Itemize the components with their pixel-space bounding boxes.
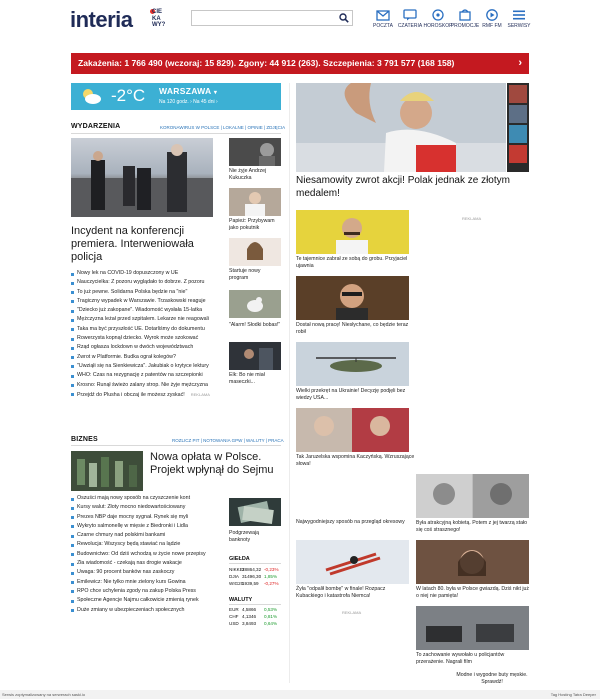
- divider: [229, 563, 281, 564]
- news-list-item[interactable]: Rewolucja: Wszyscy będą stawiać na lądzie: [71, 540, 231, 549]
- news-list-item[interactable]: Kursy walut: Złoty mocno niedowartościowany: [71, 503, 231, 512]
- gielda-value: 1939,59: [242, 581, 259, 587]
- portrait-photo-icon: [229, 238, 281, 266]
- news-list-item[interactable]: Społeczne Agencje Najmu całkowicie zmienią rynek: [71, 596, 231, 605]
- logo-tag-line: KA: [152, 15, 161, 22]
- news-list-item[interactable]: "Dziecko już zakopane". Wiadomość wysłała 15-latka: [71, 306, 231, 315]
- logo-tag-line: WY?: [152, 22, 166, 28]
- hero-thumb[interactable]: [509, 145, 527, 163]
- lead-photo-conference[interactable]: [71, 138, 213, 217]
- helicopter-photo-icon: [296, 342, 409, 386]
- waluty-change: 0,81%: [264, 614, 278, 620]
- biznes-links[interactable]: ROZLICZ PIT | NOTOWANIA GPW | WALUTY | PRACA: [172, 438, 284, 443]
- waluty-name: CHF: [229, 614, 239, 620]
- waluty-change: 0,53%: [264, 607, 278, 612]
- waluty-row[interactable]: [229, 606, 289, 613]
- weather-city[interactable]: [159, 86, 217, 96]
- search-icon[interactable]: [339, 13, 349, 23]
- gielda-value: 28864,32: [242, 567, 262, 572]
- chevron-down-icon: ▾: [213, 90, 218, 96]
- news-list-item[interactable]: Tragiczny wypadek w Warszawie. Trzaskowski reaguje: [71, 297, 231, 306]
- radio-play-icon: [485, 9, 499, 21]
- portrait-photo-icon: [229, 342, 281, 370]
- news-list-item[interactable]: Oszuści mają nowy sposób na czyszczenie kont: [71, 494, 231, 503]
- bottles-photo-icon: [71, 451, 143, 491]
- card-photo-3[interactable]: [296, 408, 409, 452]
- logo-tagline: [152, 9, 165, 29]
- gielda-table: [229, 566, 289, 588]
- footer-links[interactable]: Tag Hosting Tatra Deeper: [550, 692, 596, 697]
- card-caption[interactable]: Modne i wygodne buty męskie. Sprawdź!: [456, 672, 528, 685]
- card-caption[interactable]: Te tajemnice zabrał ze sobą do grobu. Przyjaciel ujawnia: [296, 256, 408, 269]
- thumb-caption[interactable]: Papież: Przybywam jako pokutnik: [229, 218, 275, 231]
- waluty-row[interactable]: [229, 620, 289, 627]
- card-caption[interactable]: To zachowanie wywołało u policjantów przerażenie. Nagrali film: [416, 652, 505, 665]
- ski-jump-photo[interactable]: [296, 540, 409, 584]
- waluty-title[interactable]: WALUTY: [229, 597, 253, 603]
- nav-label: RMF FM: [482, 23, 502, 29]
- nav-label: POCZTA: [373, 23, 393, 29]
- hero-headline[interactable]: Niesamowity zwrot akcji! Polak jednak ze złotym medalem!: [296, 175, 510, 199]
- card-caption[interactable]: W latach 80. była w Polsce gwiazdą. Dziś nikt już o niej nie pamięta!: [416, 586, 530, 599]
- interia-logo[interactable]: [70, 7, 133, 33]
- weather-temp: -2°C: [111, 86, 146, 105]
- weather-city-label: WARSZAWA: [159, 86, 212, 96]
- news-list-item[interactable]: Zwrot w Platformie. Budka ograł kolegów?: [71, 353, 231, 362]
- news-list-item[interactable]: Nowy lek na COVID-19 dopuszczony w UE: [71, 269, 231, 278]
- photo-people-icon: [71, 138, 213, 217]
- nav-label: PROMOCJE: [450, 23, 480, 29]
- card-caption[interactable]: Tak Jaruzelska wspomina Kaczyńską. Wzruszające słowa!: [296, 454, 415, 467]
- ski-jumper-photo-icon: [296, 540, 409, 584]
- banknotes-photo-icon: [229, 498, 281, 526]
- waluty-value: 4,1346: [242, 614, 257, 620]
- section-title-biznes[interactable]: BIZNES: [71, 436, 98, 443]
- gielda-name: NIKKEI: [229, 567, 245, 572]
- gielda-row[interactable]: [229, 566, 289, 573]
- card-photo-2[interactable]: [296, 342, 409, 386]
- news-list-item[interactable]: Nauczycielka: Z pozoru wyglądało to dobrze. Z pozoru: [71, 278, 231, 287]
- nav-czateria[interactable]: [395, 9, 425, 29]
- portrait-photo-icon: [296, 408, 409, 452]
- portrait-photo-icon: [296, 276, 409, 320]
- gielda-change: -0,27%: [264, 581, 279, 587]
- cloud-moon-icon: [80, 86, 102, 106]
- waluty-table: [229, 606, 289, 628]
- card-photo-0[interactable]: [296, 210, 409, 254]
- thumb-caption[interactable]: Podgrzewają banknoty: [229, 530, 259, 543]
- news-list-item[interactable]: RPO chce uchylenia zgody na zakup Polska Press: [71, 587, 231, 596]
- star-photo[interactable]: [416, 540, 529, 584]
- thumb-caption[interactable]: Elk: Bo nie miał maseczki...: [229, 372, 265, 385]
- news-list-item[interactable]: Krosno: Runął świeżo zalany strop. Nie żyje mężczyzna: [71, 381, 231, 390]
- gielda-row[interactable]: [229, 573, 289, 580]
- hero-thumb-strip: [507, 83, 529, 172]
- bird-photo-icon: [229, 290, 281, 318]
- ad-label: REKLAMA: [462, 216, 482, 221]
- news-list-item[interactable]: Prezes NBP daje mocny sygnał. Rynek się myli: [71, 513, 231, 522]
- gielda-value: 31496,30: [242, 574, 262, 580]
- promo-icon: [458, 9, 472, 21]
- news-list-item[interactable]: Emilewicz: Nie tylko mnie zielony kurs Gowina: [71, 578, 231, 587]
- search-input[interactable]: [191, 10, 353, 26]
- portrait-photo-icon: [229, 188, 281, 216]
- ad-label: REKLAMA: [342, 610, 362, 615]
- footer-text[interactable]: Serwis zoptymalizowany na serwerach saski.io: [2, 692, 86, 697]
- nav-poczta[interactable]: [368, 9, 398, 29]
- footer-bar: [0, 690, 600, 699]
- logo-text: interia: [70, 7, 133, 32]
- news-list-item-text: Przejdź do Plusha i obczaj ile możesz zyskać!: [77, 391, 185, 398]
- portrait-photo-icon: [416, 474, 529, 518]
- horoscope-icon: [431, 9, 445, 21]
- menu-icon: [512, 9, 526, 21]
- card-caption[interactable]: Najwygodniejszy sposób na przegląd okresowy: [296, 519, 405, 525]
- portrait-photo-icon: [296, 210, 409, 254]
- news-list-item[interactable]: Taka ma być przyszłość UE. Dotarliśmy do dokumentu: [71, 325, 231, 334]
- news-list-item[interactable]: Wykryto salmonellę w mięsie z Biedronki i Lidla: [71, 522, 231, 531]
- divider: [71, 445, 281, 446]
- news-list-item[interactable]: Mężczyzna leżał przed szpitalem. Lekarze nie reagowali: [71, 315, 231, 324]
- news-list-item[interactable]: Budownictwo: Od dziś wchodzą w życie nowe przepisy: [71, 550, 231, 559]
- lead-headline-biznes[interactable]: Nowa opłata w Polsce. Projekt wpłynął do Sejmu: [150, 451, 274, 476]
- portrait-photo-icon: [229, 138, 281, 166]
- news-list-item[interactable]: Uwaga: 90 procent banków nas zaskoczy: [71, 568, 231, 577]
- athlete-photo-icon: [296, 83, 506, 172]
- news-list-item[interactable]: To już pewne. Solidarna Polska będzie na "nie": [71, 288, 231, 297]
- hero-thumb[interactable]: [509, 85, 527, 103]
- wydarzenia-news-list: [71, 269, 231, 400]
- section-title-wydarzenia[interactable]: WYDARZENIA: [71, 123, 121, 130]
- thumb-papiez[interactable]: [229, 188, 281, 216]
- nav-label: CZATERIA: [397, 23, 423, 29]
- thumb-bobas[interactable]: [229, 290, 281, 318]
- news-list-item[interactable]: [71, 390, 231, 400]
- portrait-photo-icon: [416, 540, 529, 584]
- gielda-row[interactable]: [229, 580, 289, 587]
- waluty-name: USD: [229, 621, 239, 627]
- card-caption[interactable]: Dostał nową pracę! Niesłychane, co będzie teraz robił: [296, 322, 409, 335]
- thumb-caption[interactable]: "Alarm! Słodki bobas!": [229, 322, 281, 328]
- news-list-item[interactable]: Rowerzysta kopnął dziecko. Wyrok może szokować: [71, 334, 231, 343]
- card-caption[interactable]: Żyła "odpalił bombę" w finale! Rozpacz Kubackiego i katastrofa Niemca!: [296, 586, 386, 599]
- thumb-caption[interactable]: Startuje nowy program: [229, 268, 261, 281]
- nav-promocje[interactable]: [450, 9, 480, 29]
- waluty-name: EUR: [229, 607, 239, 612]
- news-list-item[interactable]: Rząd ogłasza lockdown w dwóch województwach: [71, 343, 231, 352]
- hero-photo-athlete[interactable]: [296, 83, 506, 172]
- waluty-row[interactable]: [229, 613, 289, 620]
- nav-horoskop[interactable]: [423, 9, 453, 29]
- column-divider: [289, 83, 290, 683]
- thumb-maseczka[interactable]: [229, 342, 281, 370]
- thumb-caption[interactable]: Nie żyje Andrzej Kukuczka: [229, 168, 267, 181]
- gielda-title[interactable]: GIEŁDA: [229, 556, 250, 562]
- hero-thumb[interactable]: [509, 105, 527, 123]
- waluty-change: 0,64%: [264, 621, 278, 627]
- waluty-value: 4,5866: [242, 607, 257, 612]
- news-list-item[interactable]: Duże zmiany w ubezpieczeniach społecznych: [71, 606, 231, 615]
- gielda-name: WIG20: [229, 581, 244, 587]
- card-caption[interactable]: Była atrakcyjną kobietą. Potem z jej twarzą stało się coś strasznego!: [416, 520, 528, 533]
- thumb-kukuczka[interactable]: [229, 138, 281, 166]
- thumb-banknoty[interactable]: [229, 498, 281, 526]
- nav-rmf-fm[interactable]: [477, 9, 507, 29]
- chevron-right-icon: ›: [518, 57, 522, 69]
- lead-photo-biznes[interactable]: [71, 451, 143, 491]
- nav-label: HOROSKOP: [423, 23, 453, 29]
- lead-headline-wydarzenia[interactable]: Incydent na konferencji premiera. Interweniowała policja: [71, 225, 194, 263]
- covid-banner[interactable]: [71, 53, 529, 74]
- police-photo[interactable]: [416, 606, 529, 650]
- bw-faces-photo[interactable]: [416, 474, 529, 518]
- card-photo-1[interactable]: [296, 276, 409, 320]
- covid-banner-text: Zakażenia: 1 766 490 (wczoraj: 15 829). Zgony: 44 912 (263). Szczepienia: 3 791 577 (168 158): [78, 58, 455, 68]
- weather-widget[interactable]: [71, 83, 281, 110]
- hero-thumb[interactable]: [509, 125, 527, 143]
- divider: [229, 604, 281, 605]
- divider: [71, 133, 281, 134]
- wydarzenia-links[interactable]: KORONAWIRUS W POLSCE | LOKALNE | OPINIE | ZDJĘCIA: [160, 125, 286, 130]
- waluty-value: 3,8493: [242, 621, 257, 627]
- cars-photo-icon: [416, 606, 529, 650]
- chat-icon: [403, 9, 417, 21]
- nav-serwisy[interactable]: [504, 9, 534, 29]
- news-list-item[interactable]: Zła wiadomość - czekają nas drogie wakacje: [71, 559, 231, 568]
- mail-icon: [376, 9, 390, 21]
- news-list-item[interactable]: Czarne chmury nad polskimi bankami: [71, 531, 231, 540]
- ad-label: REKLAMA: [190, 391, 210, 397]
- gielda-change: 1,85%: [264, 574, 278, 580]
- news-list-item[interactable]: "Uwziąłi się na Sienkiewicza". Jakubiak o krytyce lektury: [71, 362, 231, 371]
- thumb-program[interactable]: [229, 238, 281, 266]
- logo-tag-line: CIE: [152, 9, 163, 15]
- weather-forecast-links[interactable]: Na 120 godz. › Na 45 dni ›: [159, 99, 218, 105]
- nav-label: SERWISY: [507, 23, 531, 29]
- card-caption[interactable]: Wielki przekręt na Ukrainie! Decyzję podjęli bez wiedzy USA...: [296, 388, 406, 401]
- news-list-item[interactable]: WHO: Czas na rezygnację z patentów na szczepionki: [71, 371, 231, 380]
- biznes-news-list: [71, 494, 231, 615]
- gielda-change: -0,23%: [264, 567, 279, 572]
- gielda-name: DJIA: [229, 574, 239, 580]
